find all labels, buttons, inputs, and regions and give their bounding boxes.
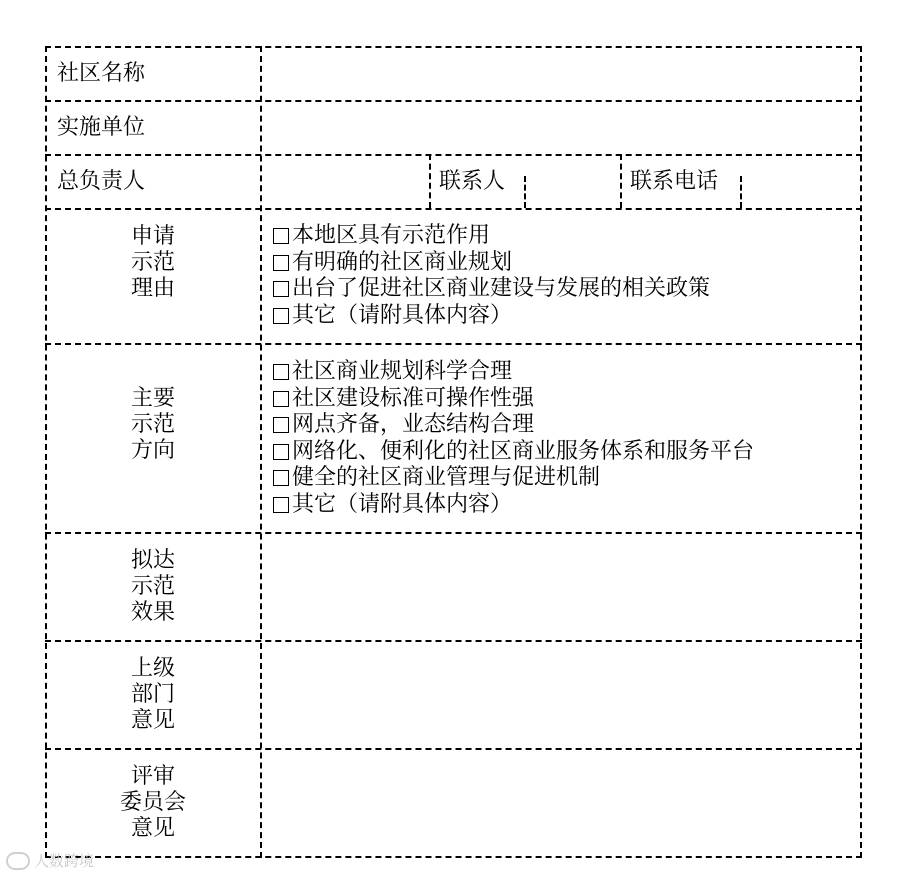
label-line: 主要 xyxy=(130,386,175,411)
label-line: 效果 xyxy=(130,600,175,625)
label-line: 示范 xyxy=(130,574,175,599)
label-line: 委员会 xyxy=(119,790,186,815)
contact-divider xyxy=(429,154,431,208)
expected-effect-field[interactable] xyxy=(263,534,858,640)
community-name-field[interactable] xyxy=(263,48,858,100)
implementing-unit-field[interactable] xyxy=(263,102,858,154)
label-line: 上级 xyxy=(130,656,175,681)
watermark-logo-icon xyxy=(6,852,30,870)
option-label: 健全的社区商业管理与促进机制 xyxy=(292,465,601,490)
option-label: 其它（请附具体内容） xyxy=(292,491,513,517)
chief-responsible-label: 总负责人 xyxy=(57,169,146,194)
option-label: 网点齐备，业态结构合理 xyxy=(292,412,535,437)
checkbox-icon[interactable] xyxy=(273,470,289,486)
checkbox-icon[interactable] xyxy=(273,308,289,324)
watermark xyxy=(6,850,94,871)
row-divider xyxy=(45,208,862,210)
checkbox-option[interactable] xyxy=(273,439,754,466)
contact-phone-field[interactable] xyxy=(743,156,858,208)
option-label: 其它（请附具体内容） xyxy=(292,302,513,328)
checkbox-option[interactable] xyxy=(273,412,754,439)
row-divider xyxy=(45,343,862,345)
label-line: 意见 xyxy=(130,708,175,733)
watermark-text: 人数跨境 xyxy=(34,852,95,870)
label-line: 示范 xyxy=(130,412,175,437)
checkbox-option[interactable] xyxy=(273,223,710,250)
row-divider xyxy=(45,154,862,156)
main-direction-options xyxy=(273,359,754,518)
committee-opinion-field[interactable] xyxy=(263,750,858,856)
label-line: 意见 xyxy=(130,816,175,841)
checkbox-option[interactable] xyxy=(273,492,754,519)
contact-divider xyxy=(524,176,526,208)
superior-opinion-label xyxy=(45,656,261,734)
application-reason-label xyxy=(45,224,261,302)
option-label: 社区建设标准可操作性强 xyxy=(292,385,535,411)
checkbox-icon[interactable] xyxy=(273,255,289,271)
contact-divider xyxy=(620,154,622,208)
checkbox-icon[interactable] xyxy=(273,417,289,433)
option-label: 社区商业规划科学合理 xyxy=(292,359,513,384)
option-label: 网络化、便利化的社区商业服务体系和服务平台 xyxy=(292,438,755,464)
option-label: 出台了促进社区商业建设与发展的相关政策 xyxy=(292,276,711,301)
label-line: 评审 xyxy=(130,764,175,789)
checkbox-icon[interactable] xyxy=(273,228,289,244)
application-form xyxy=(45,46,862,858)
contact-person-field[interactable] xyxy=(527,156,617,208)
checkbox-icon[interactable] xyxy=(273,391,289,407)
main-direction-label xyxy=(45,386,261,464)
border-right xyxy=(860,46,862,858)
community-name-label: 社区名称 xyxy=(57,61,146,86)
checkbox-option[interactable] xyxy=(273,303,710,330)
checkbox-option[interactable] xyxy=(273,359,754,386)
implementing-unit-label: 实施单位 xyxy=(57,115,146,140)
contact-person-label: 联系人 xyxy=(439,169,506,194)
application-reason-options xyxy=(273,223,710,329)
superior-opinion-field[interactable] xyxy=(263,642,858,748)
checkbox-option[interactable] xyxy=(273,250,710,277)
label-line: 拟达 xyxy=(130,548,175,573)
checkbox-icon[interactable] xyxy=(273,281,289,297)
contact-divider xyxy=(740,176,742,208)
checkbox-icon[interactable] xyxy=(273,444,289,460)
checkbox-option[interactable] xyxy=(273,465,754,492)
contact-phone-label: 联系电话 xyxy=(630,169,719,194)
label-line: 部门 xyxy=(130,682,175,707)
label-line: 示范 xyxy=(130,250,175,275)
checkbox-icon[interactable] xyxy=(273,364,289,380)
chief-responsible-field[interactable] xyxy=(263,156,427,208)
checkbox-option[interactable] xyxy=(273,276,710,303)
committee-opinion-label xyxy=(45,764,261,842)
expected-effect-label xyxy=(45,548,261,626)
label-line: 申请 xyxy=(130,224,175,249)
option-label: 本地区具有示范作用 xyxy=(292,223,491,248)
checkbox-option[interactable] xyxy=(273,386,754,413)
border-bottom xyxy=(45,856,862,858)
checkbox-icon[interactable] xyxy=(273,497,289,513)
label-line: 方向 xyxy=(130,438,175,463)
option-label: 有明确的社区商业规划 xyxy=(292,249,513,275)
label-line: 理由 xyxy=(130,276,175,301)
